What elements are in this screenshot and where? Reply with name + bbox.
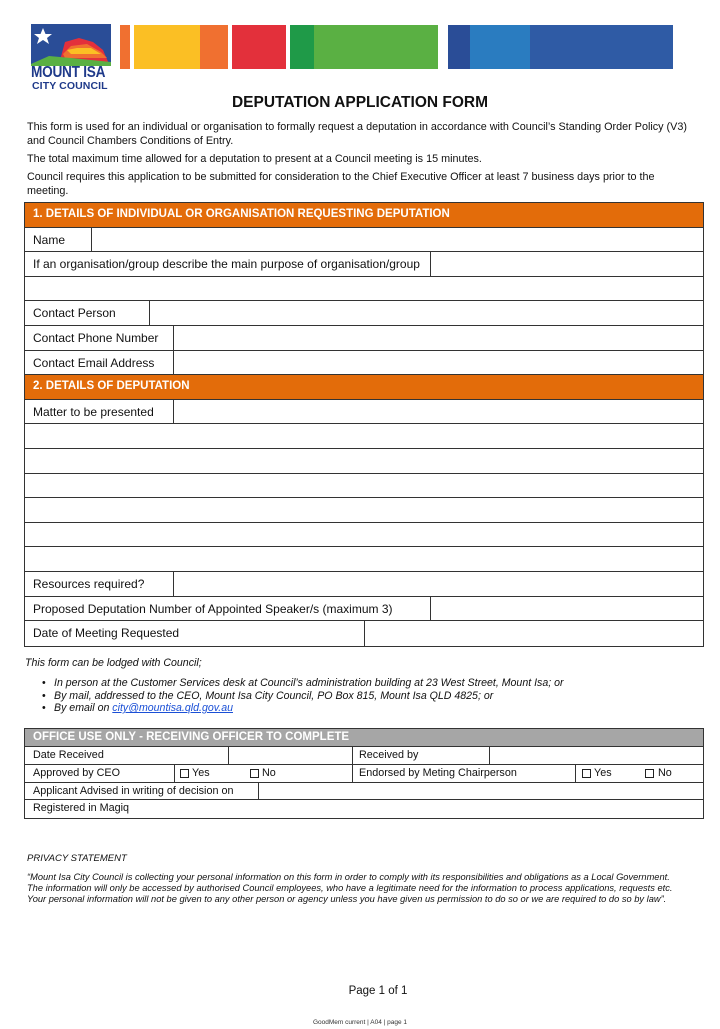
logo-landscape-icon [31,24,111,66]
matter-line-5[interactable] [25,498,703,523]
office-use-table [24,728,704,819]
name-row [25,228,703,253]
contact-email-field[interactable] [174,351,703,375]
contact-phone-label: Contact Phone Number [33,330,159,345]
ceo-yes-checkbox[interactable] [180,769,189,778]
name-field[interactable] [92,228,703,252]
contact-person-field[interactable] [150,301,703,325]
section-1-heading: 1. DETAILS OF INDIVIDUAL OR ORGANISATION REQUESTING DEPUTATION [25,203,703,228]
matter-label: Matter to be presented [33,404,154,419]
page-number: Page 1 of 1 [348,985,408,997]
lodging-by-mail: • By mail, addressed to the CEO, Mount Isa City Council, PO Box 815, Mount Isa QLD 4825; or [42,690,564,703]
lodging-in-person: • In person at the Customer Services desk at Council’s administration building at 23 West Street, Mount Isa; or [42,677,564,690]
logo-text-mount-isa: MOUNT ISA [31,64,106,81]
privacy-statement: “Mount Isa City Council is collecting your personal information on this form in order to comply with its responsibilities and obligations as a Local Government. The information will only be accessed by authorised Council employees, who have a legitimate need for the information to process applications, requests etc. Your personal information will not be given to any other person or agency unless you have given us permission to do so or we are required to do so by law”. [27,872,673,904]
endorsed-by-label: Endorsed by Meting Chairperson [359,766,517,779]
council-email-link[interactable]: city@mountisa.qld.gov.au [112,702,233,714]
contact-person-label: Contact Person [33,306,116,321]
purpose-label: If an organisation/group describe the main purpose of organisation/group [33,257,420,272]
lodging-intro: This form can be lodged with Council; [25,657,202,669]
brand-color-bars [120,25,673,69]
ceo-yes-label: Yes [192,766,210,779]
contact-email-row [25,351,703,376]
registered-row [25,800,703,818]
applicant-advised-row [25,783,703,801]
chair-no-checkbox[interactable] [645,769,654,778]
applicant-advised-field[interactable] [259,783,703,800]
section-2-heading: 2. DETAILS OF DEPUTATION [25,375,703,400]
contact-phone-row [25,326,703,351]
council-logo [29,24,113,96]
date-received-label: Date Received [33,749,104,761]
lodging-options-list [42,677,564,715]
privacy-heading: PRIVACY STATEMENT [27,853,127,864]
speakers-label: Proposed Deputation Number of Appointed Speaker/s (maximum 3) [33,601,393,616]
matter-row [25,400,703,425]
meeting-date-label: Date of Meeting Requested [33,626,180,641]
contact-person-row [25,301,703,326]
received-by-label: Received by [359,749,419,761]
matter-line-2[interactable] [25,424,703,449]
purpose-field-continued[interactable] [25,277,703,302]
matter-line-6[interactable] [25,523,703,548]
matter-line-3[interactable] [25,449,703,474]
meeting-date-field[interactable] [365,621,703,646]
purpose-row [25,252,703,277]
matter-line-4[interactable] [25,474,703,499]
resources-field[interactable] [174,572,703,596]
intro-paragraph-2: The total maximum time allowed for a deputation to present at a Council meeting is 15 minutes. [27,153,482,165]
form-title: DEPUTATION APPLICATION FORM [231,94,489,111]
intro-paragraph-1: This form is used for an individual or organisation to formally request a deputation in accordance with Council’s Standing Order Policy (V3) and Council Chambers Conditions of Entry. [27,121,687,147]
office-use-heading: OFFICE USE ONLY - RECEIVING OFFICER TO COMPLETE [25,729,703,747]
name-label: Name [33,232,66,247]
chair-yes-checkbox[interactable] [582,769,591,778]
date-received-row [25,747,703,765]
registered-label: Registered in Magiq [33,802,130,815]
resources-label: Resources required? [33,576,145,591]
approval-row [25,765,703,783]
intro-paragraph-3: Council requires this application to be submitted for consideration to the Chief Executive Officer at least 7 business days prior to the meeting. [27,171,655,197]
matter-line-7[interactable] [25,547,703,572]
speakers-field[interactable] [431,597,703,621]
approved-by-ceo-label: Approved by CEO [33,766,121,779]
logo-text-city-council: CITY COUNCIL [32,80,108,92]
meeting-date-row [25,621,703,646]
chair-yes-label: Yes [594,766,612,779]
footer-reference: GoodMem current | A04 | page 1 [312,1019,408,1026]
resources-row [25,572,703,597]
contact-email-label: Contact Email Address [33,355,155,370]
deputation-form-table [24,202,704,647]
ceo-no-label: No [262,766,276,779]
contact-phone-field[interactable] [174,326,703,350]
ceo-no-checkbox[interactable] [250,769,259,778]
matter-field[interactable] [174,400,703,424]
lodging-by-email: • By email on city@mountisa.qld.gov.au [42,702,564,715]
chair-no-label: No [658,766,672,779]
purpose-field[interactable] [431,252,703,276]
applicant-advised-label: Applicant Advised in writing of decision on [33,784,234,797]
speakers-row [25,597,703,622]
